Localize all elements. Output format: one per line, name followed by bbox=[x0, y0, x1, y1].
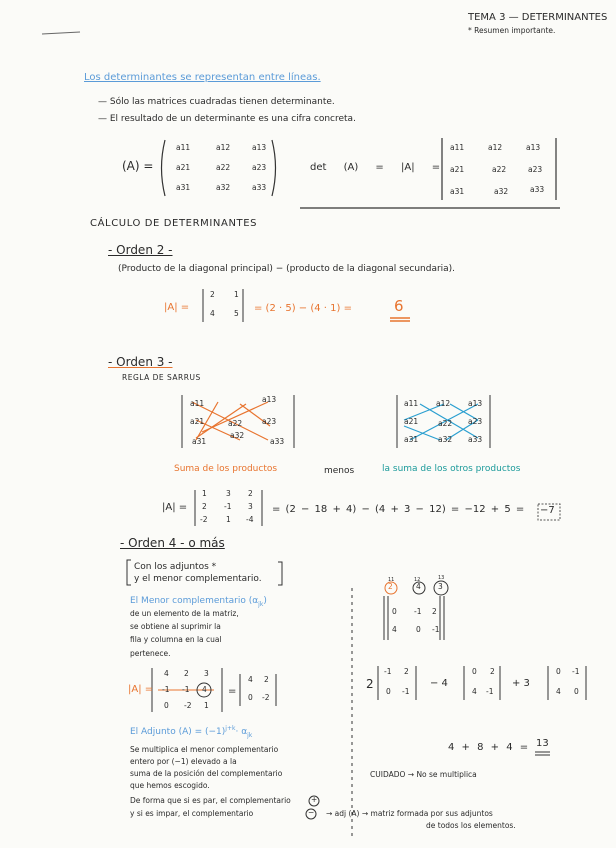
sr-r1c1: a11 bbox=[404, 399, 419, 408]
rm-r1c2: -1 bbox=[414, 607, 422, 616]
intro-bullet-2: — El resultado de un determinante es una cifra concreta. bbox=[98, 114, 356, 124]
orden2-rule: (Producto de la diagonal principal) − (producto de la diagonal secundaria). bbox=[118, 264, 456, 274]
sr-r3c1: a31 bbox=[404, 435, 419, 444]
adj-text-1: Se multiplica el menor complementario bbox=[130, 745, 279, 754]
mn-r2c2: -1 bbox=[182, 685, 190, 694]
sr-r2c1: a21 bbox=[404, 417, 419, 426]
o3-r3c3: -4 bbox=[246, 515, 254, 524]
matrix-a-r2c1: a21 bbox=[176, 163, 191, 172]
matrix-a-label: (A) = bbox=[122, 159, 154, 173]
matrix-a-r3c3: a33 bbox=[252, 183, 267, 192]
orden3-result: −7 bbox=[540, 505, 555, 516]
e3-r2c1: 4 bbox=[556, 687, 561, 696]
method-bracket-r bbox=[278, 562, 282, 585]
circled-2: 2 bbox=[388, 582, 393, 591]
det-r1c3: a13 bbox=[526, 143, 541, 152]
o2-r2c1: 4 bbox=[210, 309, 215, 318]
e3-r1c1: 0 bbox=[556, 667, 561, 676]
matrix-a-r1c3: a13 bbox=[252, 143, 267, 152]
det-r3c3: a33 bbox=[530, 185, 545, 194]
paren-left bbox=[162, 140, 166, 196]
sum-others-label: la suma de los otros productos bbox=[382, 464, 521, 474]
sum-result: 13 bbox=[536, 738, 549, 749]
mr-r2c2: -2 bbox=[262, 693, 270, 702]
adj-matrix-1: → adj (A) → matriz formada por sus adjuntos bbox=[326, 809, 493, 818]
o3-r2c1: 2 bbox=[202, 502, 207, 511]
cuidado-note: CUIDADO → No se multiplica bbox=[370, 770, 477, 779]
mr-r2c1: 0 bbox=[248, 693, 253, 702]
sr-r1c2: a12 bbox=[436, 399, 451, 408]
method-menor: y el menor complementario. bbox=[134, 574, 262, 584]
sr-r2c2: a22 bbox=[438, 419, 453, 428]
det-r3c2: a32 bbox=[494, 187, 509, 196]
e2-r1c2: 2 bbox=[490, 667, 495, 676]
intro-bullet-1: — Sólo las matrices cuadradas tienen determinante. bbox=[98, 97, 335, 107]
minor-def-4: fila y columna en la cual bbox=[130, 635, 222, 644]
sl-r1c3: a13 bbox=[262, 395, 277, 404]
mn-r3c1: 0 bbox=[164, 701, 169, 710]
det-r3c1: a31 bbox=[450, 187, 465, 196]
rm-r2c2: 0 bbox=[416, 625, 421, 634]
minor-def-2: de un elemento de la matriz, bbox=[130, 609, 239, 618]
mr-r1c1: 4 bbox=[248, 675, 253, 684]
rm-r2c1: 4 bbox=[392, 625, 397, 634]
sl-r3c2: a32 bbox=[230, 431, 245, 440]
matrix-a-r1c1: a11 bbox=[176, 143, 191, 152]
det-r1c1: a11 bbox=[450, 143, 465, 152]
mn-r3c3: 1 bbox=[204, 701, 209, 710]
orden4-heading: - Orden 4 - o más bbox=[120, 536, 225, 550]
e2-r1c1: 0 bbox=[472, 667, 477, 676]
sl-r2c3: a23 bbox=[262, 417, 277, 426]
adj-text-3: suma de la posición del complementario bbox=[130, 769, 283, 778]
sl-r3c3: a33 bbox=[270, 437, 285, 446]
sl-r1c1: a11 bbox=[190, 399, 205, 408]
adj-text-2: entero por (−1) elevado a la bbox=[130, 757, 237, 766]
section-title: CÁLCULO DE DETERMINANTES bbox=[90, 218, 258, 229]
sl-r3c1: a31 bbox=[192, 437, 207, 446]
sum-line: 4 + 8 + 4 = bbox=[448, 742, 529, 753]
exp-coef-2: − 4 bbox=[430, 678, 448, 689]
minor-eq: = bbox=[228, 686, 237, 697]
o3-r2c2: -1 bbox=[224, 502, 232, 511]
adj-text-4: que hemos escogido. bbox=[130, 781, 210, 790]
o2-r1c2: 1 bbox=[234, 290, 239, 299]
mr-r1c2: 2 bbox=[264, 675, 269, 684]
intro-text: Los determinantes se representan entre líneas. bbox=[84, 72, 321, 83]
mn-r2c1: -1 bbox=[162, 685, 170, 694]
orden2-result: 6 bbox=[394, 297, 404, 315]
adjunto-tail: · α bbox=[235, 727, 248, 737]
method-bracket-l bbox=[127, 560, 131, 585]
o3-r3c1: -2 bbox=[200, 515, 208, 524]
o3-r2c3: 3 bbox=[248, 502, 253, 511]
mn-r1c3: 3 bbox=[204, 669, 209, 678]
minor-def-3: se obtiene al suprimir la bbox=[130, 622, 221, 631]
minor-def-5: pertenece. bbox=[130, 649, 171, 658]
page-subtitle: * Resumen importante. bbox=[468, 26, 556, 35]
orden2-calc: = (2 · 5) − (4 · 1) = bbox=[254, 303, 352, 314]
e1-r2c2: -1 bbox=[402, 687, 410, 696]
page-title: TEMA 3 — DETERMINANTES bbox=[468, 12, 608, 23]
orden3-calc: = (2 − 18 + 4) − (4 + 3 − 12) = −12 + 5 = bbox=[272, 504, 525, 515]
o3-r1c3: 2 bbox=[248, 489, 253, 498]
e2-r2c2: -1 bbox=[486, 687, 494, 696]
matrix-a-r3c2: a32 bbox=[216, 183, 231, 192]
sr-r1c3: a13 bbox=[468, 399, 483, 408]
det-r2c2: a22 bbox=[492, 165, 507, 174]
o2-r2c2: 5 bbox=[234, 309, 239, 318]
sr-r3c2: a32 bbox=[438, 435, 453, 444]
minor-def-text: El Menor complementario (α bbox=[130, 596, 259, 606]
det-r2c1: a21 bbox=[450, 165, 465, 174]
det-label: det (A) = |A| = bbox=[310, 162, 441, 173]
o2-r1c1: 2 bbox=[210, 290, 215, 299]
rm-r1c3: 2 bbox=[432, 607, 437, 616]
orden2-lhs: |A| = bbox=[164, 302, 190, 313]
minus-sign: − bbox=[308, 808, 315, 817]
adj-matrix-2: de todos los elementos. bbox=[426, 821, 516, 830]
plus-sign: + bbox=[311, 795, 318, 804]
sr-r2c3: a23 bbox=[468, 417, 483, 426]
matrix-a-r1c2: a12 bbox=[216, 143, 231, 152]
adjunto-sub: jk bbox=[247, 731, 253, 739]
e2-r2c1: 4 bbox=[472, 687, 477, 696]
pen-mark bbox=[42, 32, 80, 34]
o3-r3c2: 1 bbox=[226, 515, 231, 524]
det-r1c2: a12 bbox=[488, 143, 503, 152]
e1-r2c1: 0 bbox=[386, 687, 391, 696]
sl-r2c1: a21 bbox=[190, 417, 205, 426]
tiny-2: 12 bbox=[414, 577, 421, 583]
sr-r3c3: a33 bbox=[468, 435, 483, 444]
e1-r1c2: 2 bbox=[404, 667, 409, 676]
det-r2c3: a23 bbox=[528, 165, 543, 174]
method-adjuntos: Con los adjuntos * bbox=[134, 562, 217, 572]
mn-r1c1: 4 bbox=[164, 669, 169, 678]
minor-def-title bbox=[130, 596, 267, 609]
exp-coef-3: + 3 bbox=[512, 678, 530, 689]
matrix-a-r3c1: a31 bbox=[176, 183, 191, 192]
paren-right bbox=[272, 140, 276, 196]
orden3-rule: REGLA DE SARRUS bbox=[122, 373, 201, 382]
mn-r3c2: -2 bbox=[184, 701, 192, 710]
adjunto-def-text: El Adjunto (A) = (−1) bbox=[130, 727, 226, 737]
e3-r2c2: 0 bbox=[574, 687, 579, 696]
circled-4: 4 bbox=[416, 582, 421, 591]
matrix-a-r2c2: a22 bbox=[216, 163, 231, 172]
menos-label: menos bbox=[324, 466, 355, 476]
matrix-a-r2c3: a23 bbox=[252, 163, 267, 172]
rm-r1c1: 0 bbox=[392, 607, 397, 616]
adj-text-6: y si es impar, el complementario bbox=[130, 809, 254, 818]
rm-r2c3: -1 bbox=[432, 625, 440, 634]
o3-r1c2: 3 bbox=[226, 489, 231, 498]
intro-line bbox=[84, 72, 321, 84]
orden3-lhs: |A| = bbox=[162, 502, 188, 513]
adj-text-5: De forma que si es par, el complementario bbox=[130, 796, 291, 805]
adjunto-exp: j+k bbox=[225, 725, 236, 732]
o3-r1c1: 1 bbox=[202, 489, 207, 498]
sl-r2c2: a22 bbox=[228, 419, 243, 428]
circled-3: 3 bbox=[438, 582, 443, 591]
exp-coef-1: 2 bbox=[366, 677, 374, 691]
tiny-3: 13 bbox=[438, 575, 445, 581]
e1-r1c1: -1 bbox=[384, 667, 392, 676]
mn-r2c3: 4 bbox=[202, 685, 207, 694]
orden3-heading: - Orden 3 - bbox=[108, 355, 173, 369]
minor-def-sub: jk bbox=[258, 600, 264, 608]
mn-r1c2: 2 bbox=[184, 669, 189, 678]
e3-r1c2: -1 bbox=[572, 667, 580, 676]
minor-def-end: ) bbox=[263, 596, 267, 606]
sum-products-label: Suma de los productos bbox=[174, 464, 278, 474]
adjunto-def bbox=[130, 726, 252, 740]
minor-lhs: |A| = bbox=[128, 684, 154, 695]
orden2-heading: - Orden 2 - bbox=[108, 243, 173, 257]
tiny-1: 11 bbox=[388, 577, 395, 583]
